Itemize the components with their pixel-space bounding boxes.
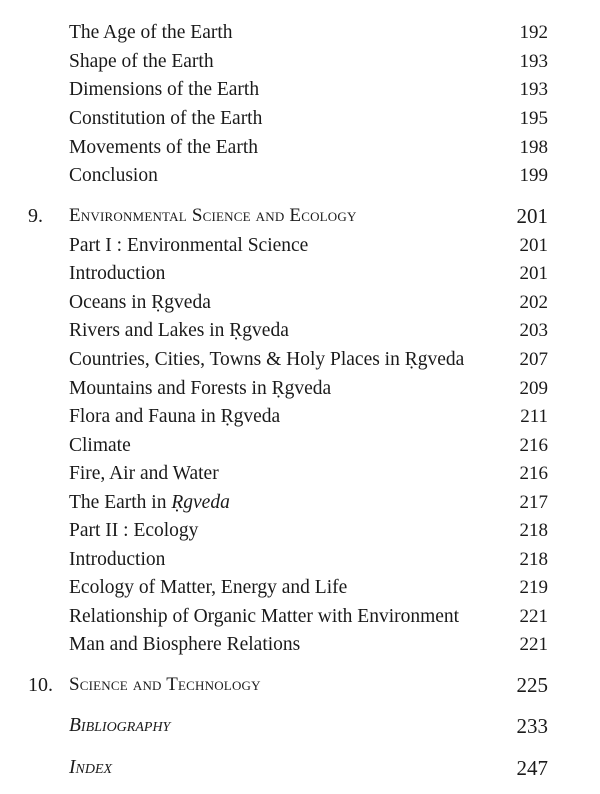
toc-entry-page: 193 xyxy=(519,51,548,72)
toc-entry xyxy=(0,573,600,603)
toc-entry-title: Dimensions of the Earth xyxy=(69,79,260,100)
toc-entry-title: Rivers and Lakes in Ṛgveda xyxy=(69,320,289,341)
toc-entry-title: Relationship of Organic Matter with Environment xyxy=(69,606,460,627)
bibliography-title: Bibliography xyxy=(69,715,171,736)
chapter-number: 9. xyxy=(28,205,43,227)
toc-entry-title: Constitution of the Earth xyxy=(69,108,263,129)
toc-entry-title: Flora and Fauna in Ṛgveda xyxy=(69,406,281,427)
toc-entry xyxy=(0,630,600,660)
toc-entry-page: 207 xyxy=(519,349,548,370)
toc-entry-title: Introduction xyxy=(69,263,166,284)
chapter-page: 201 xyxy=(516,204,548,228)
toc-entry xyxy=(0,259,600,289)
toc-entry-title: Oceans in Ṛgveda xyxy=(69,292,211,313)
toc-entry-page: 216 xyxy=(519,435,548,456)
bibliography-page: 233 xyxy=(516,714,548,738)
index-page: 247 xyxy=(516,756,548,780)
toc-entry-title: Introduction xyxy=(69,549,166,570)
toc-entry xyxy=(0,431,600,461)
toc-entry xyxy=(0,602,600,632)
toc-entry xyxy=(0,316,600,346)
toc-entry-page: 192 xyxy=(519,22,548,43)
chapter-page: 225 xyxy=(516,673,548,697)
toc-entry-page: 209 xyxy=(519,378,548,399)
toc-entry xyxy=(0,402,600,432)
toc-entry-title: Mountains and Forests in Ṛgveda xyxy=(69,378,332,399)
toc-entry xyxy=(0,374,600,404)
toc-entry xyxy=(0,231,600,261)
toc-entry xyxy=(0,459,600,489)
toc-entry xyxy=(0,288,600,318)
toc-entry-title: Movements of the Earth xyxy=(69,137,258,158)
index-title: Index xyxy=(69,757,113,778)
toc-entry-page: 202 xyxy=(519,292,548,313)
toc-entry xyxy=(0,47,600,77)
toc-entry xyxy=(0,161,600,191)
toc-entry-page: 218 xyxy=(519,549,548,570)
chapter-number: 10. xyxy=(28,674,53,696)
toc-entry-title: Ecology of Matter, Energy and Life xyxy=(69,577,348,598)
chapter-heading xyxy=(0,201,600,231)
toc-entry-page: 221 xyxy=(519,634,548,655)
toc-entry-title: The Age of the Earth xyxy=(69,22,233,43)
toc-entry xyxy=(0,345,600,375)
toc-entry-page: 219 xyxy=(519,577,548,598)
toc-entry-title-prefix: The Earth in xyxy=(69,492,172,513)
toc-entry-title: Part I : Environmental Science xyxy=(69,235,309,256)
toc-entry-title: Man and Biosphere Relations xyxy=(69,634,301,655)
toc-entry xyxy=(0,104,600,134)
toc-entry xyxy=(0,545,600,575)
toc-entry xyxy=(0,133,600,163)
toc-entry xyxy=(0,516,600,546)
toc-entry-title: Fire, Air and Water xyxy=(69,463,219,484)
toc-entry-page: 217 xyxy=(519,492,548,513)
toc-entry-page: 218 xyxy=(519,520,548,541)
toc-entry-title: Climate xyxy=(69,435,131,456)
toc-entry-page: 216 xyxy=(519,463,548,484)
chapter-title: Science and Technology xyxy=(69,674,261,695)
toc-entry xyxy=(0,488,600,518)
toc-entry-page: 198 xyxy=(519,137,548,158)
chapter-title: Environmental Science and Ecology xyxy=(69,205,357,226)
toc-entry xyxy=(0,18,600,48)
toc-entry-page: 211 xyxy=(520,406,548,427)
toc-entry-page: 221 xyxy=(519,606,548,627)
toc-entry-page: 199 xyxy=(519,165,548,186)
toc-entry-page: 201 xyxy=(519,235,548,256)
toc-entry-page: 195 xyxy=(519,108,548,129)
toc-entry-title: Countries, Cities, Towns & Holy Places in Ṛgveda xyxy=(69,349,465,370)
toc-entry-title-italic: Ṛgveda xyxy=(171,492,230,513)
toc-entry-page: 201 xyxy=(519,263,548,284)
toc-entry-title: Part II : Ecology xyxy=(69,520,199,541)
toc-entry-page: 203 xyxy=(519,320,548,341)
index-entry xyxy=(0,753,600,783)
chapter-heading xyxy=(0,670,600,700)
toc-entry-title: Conclusion xyxy=(69,165,158,186)
bibliography-entry xyxy=(0,711,600,741)
toc-entry-page: 193 xyxy=(519,79,548,100)
toc-entry xyxy=(0,75,600,105)
toc-entry-title xyxy=(69,488,230,518)
toc-entry-title: Shape of the Earth xyxy=(69,51,214,72)
